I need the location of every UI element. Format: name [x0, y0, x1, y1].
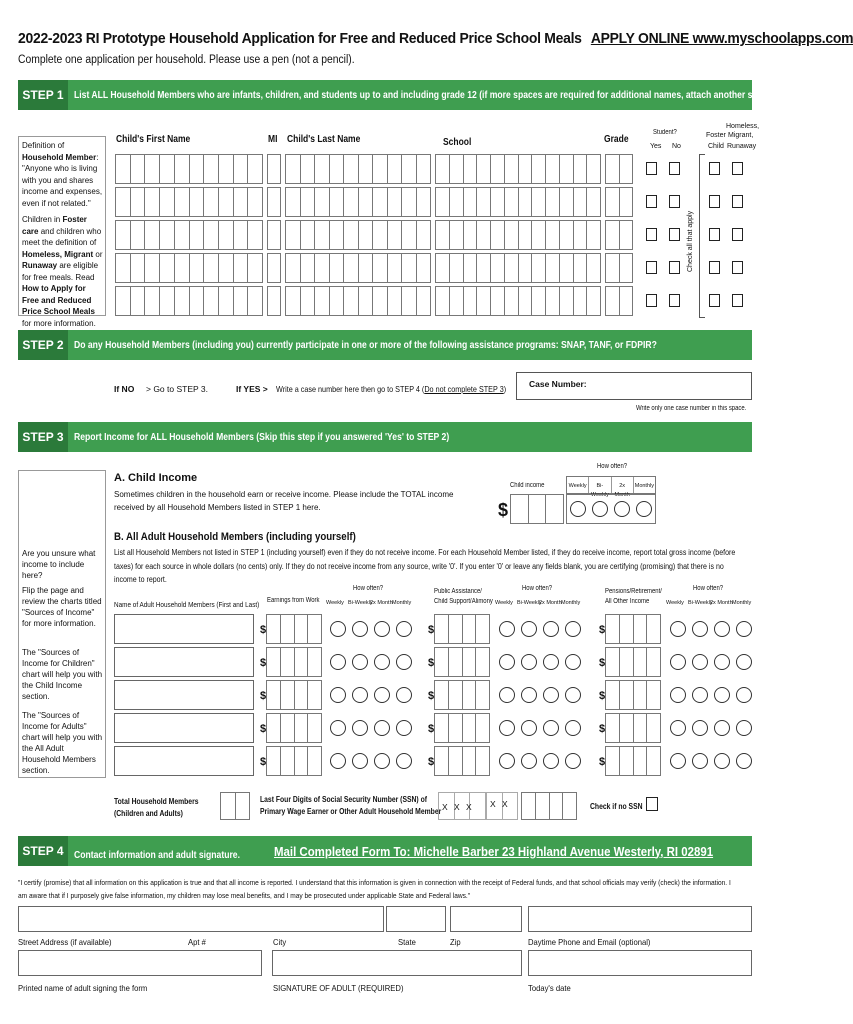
form-title	[18, 30, 853, 47]
dollar-sign: $	[599, 756, 606, 768]
household-definition-note: Definition of Household Member: "Anyone who is living with you and shares income and expenses, even if not related."	[22, 141, 103, 208]
student-yes-checkbox[interactable]	[646, 294, 657, 307]
adult-freq-label: Weekly	[326, 600, 344, 606]
pension-amount-field[interactable]	[605, 614, 661, 644]
child-how-often: How often?	[597, 463, 628, 470]
pension-freq-radio[interactable]	[670, 753, 686, 769]
public-assistance-freq-radio[interactable]	[499, 654, 515, 670]
ssn-label-2: Primary Wage Earner or Other Adult Household Member	[260, 807, 442, 816]
school-field[interactable]	[435, 187, 601, 217]
street-label: Street Address (if available)	[18, 937, 112, 947]
step2-bar	[18, 330, 752, 360]
public-assistance-freq-radio[interactable]	[543, 654, 559, 670]
foster-checkbox[interactable]	[709, 261, 720, 274]
dollar-sign: $	[599, 690, 606, 702]
student-yes-checkbox[interactable]	[646, 261, 657, 274]
pension-freq-radio[interactable]	[736, 621, 752, 637]
signature-label: SIGNATURE OF ADULT (REQUIRED)	[273, 983, 404, 993]
earnings-amount-field[interactable]	[266, 647, 322, 677]
earnings-freq-radio[interactable]	[352, 621, 368, 637]
col-adult-name: Name of Adult Household Members (First and Last)	[114, 600, 260, 609]
homeless-checkbox[interactable]	[732, 228, 743, 241]
date-field[interactable]	[528, 950, 752, 976]
adult-name-field[interactable]	[114, 614, 254, 644]
public-assistance-amount-field[interactable]	[434, 746, 490, 776]
check-all-label: Check all that apply	[687, 210, 694, 272]
side-flip: Flip the page and review the charts titled "Sources of Income" for more information.	[22, 586, 102, 628]
public-assistance-amount-field[interactable]	[434, 647, 490, 677]
adult-freq-label: Weekly	[666, 600, 684, 606]
earnings-freq-radio[interactable]	[374, 753, 390, 769]
grade-field[interactable]	[605, 220, 633, 250]
total-members-1: Total Household Members	[114, 797, 199, 806]
step1-side-frame	[18, 136, 106, 316]
col-student-no: No	[672, 143, 681, 150]
phone-label: Daytime Phone and Email (optional)	[528, 937, 651, 947]
col-first-name: Child's First Name	[116, 134, 191, 145]
public-assistance-freq-radio[interactable]	[521, 687, 537, 703]
earnings-amount-field[interactable]	[266, 614, 322, 644]
earnings-freq-radio[interactable]	[374, 621, 390, 637]
side-children: The "Sources of Income for Children" chart will help you with the Child Income section.	[22, 648, 103, 701]
col-hmr-3: Runaway	[727, 143, 757, 150]
pension-freq-radio[interactable]	[714, 720, 730, 736]
step3-bar	[18, 422, 752, 452]
pension-freq-radio[interactable]	[692, 654, 708, 670]
step2-instruction: Do any Household Members (including you) currently participate in one or more of the following assistance programs: SNAP, TANF, or FDPIR?	[74, 339, 657, 351]
adult-freq-label: 2x Month	[710, 600, 733, 606]
step1-instruction: List ALL Household Members who are infants, children, and students up to and including grade 12 (if more spaces are required for additional names, attach another sheet of paper)	[74, 89, 810, 101]
public-assistance-freq-radio[interactable]	[565, 687, 581, 703]
student-no-checkbox[interactable]	[669, 195, 680, 208]
dollar-sign: $	[599, 723, 606, 735]
mi-field[interactable]	[267, 187, 281, 217]
child-income-dollar: $	[498, 500, 509, 520]
foster-checkbox[interactable]	[709, 195, 720, 208]
public-assistance-freq-radio[interactable]	[543, 621, 559, 637]
case-number-label: Case Number:	[529, 379, 587, 389]
col-earnings: Earnings from Work	[267, 597, 320, 604]
zip-field[interactable]	[450, 906, 522, 932]
earnings-freq-radio[interactable]	[352, 753, 368, 769]
pension-freq-radio[interactable]	[714, 654, 730, 670]
child-row	[115, 187, 755, 217]
earnings-freq-radio[interactable]	[330, 687, 346, 703]
public-assistance-amount-field[interactable]	[434, 680, 490, 710]
student-no-checkbox[interactable]	[669, 294, 680, 307]
check-all-bracket	[699, 154, 705, 318]
dollar-sign: $	[260, 624, 267, 636]
col-foster-2: Child	[708, 143, 724, 150]
mail-to: Mail Completed Form To: Michelle Barber 23 Highland Avenue Westerly, RI 02891	[274, 843, 714, 859]
state-field[interactable]	[386, 906, 446, 932]
child-freq-radio[interactable]	[614, 501, 630, 517]
grade-field[interactable]	[605, 154, 633, 184]
public-assistance-freq-radio[interactable]	[521, 621, 537, 637]
adult-freq-label: Bi-Weekly	[517, 600, 542, 606]
pension-freq-radio[interactable]	[692, 687, 708, 703]
adult-freq-label: Bi-Weekly	[688, 600, 713, 606]
printed-name-field[interactable]	[18, 950, 262, 976]
first-name-field[interactable]	[115, 253, 263, 283]
child-row	[115, 253, 755, 283]
pension-freq-radio[interactable]	[736, 753, 752, 769]
earnings-freq-radio[interactable]	[396, 654, 412, 670]
side-unsure: Are you unsure what income to include here?	[22, 549, 96, 580]
grade-field[interactable]	[605, 253, 633, 283]
total-members-2: (Children and Adults)	[114, 809, 183, 818]
grade-field[interactable]	[605, 286, 633, 316]
foster-checkbox[interactable]	[709, 294, 720, 307]
pension-freq-radio[interactable]	[736, 687, 752, 703]
adult-freq-label: 2x Month	[370, 600, 393, 606]
adult-freq-label: Monthly	[561, 600, 581, 606]
school-field[interactable]	[435, 220, 601, 250]
child-income-title: A. Child Income	[114, 472, 198, 484]
col-grade: Grade	[604, 134, 629, 145]
ssn-last4-field[interactable]	[521, 792, 577, 820]
adult-freq-label: Monthly	[732, 600, 752, 606]
public-assistance-freq-radio[interactable]	[499, 720, 515, 736]
step4-bar	[18, 836, 752, 866]
earnings-freq-radio[interactable]	[330, 720, 346, 736]
pension-freq-radio[interactable]	[670, 720, 686, 736]
child-freq-2xmonth: 2x Month	[612, 477, 634, 493]
adult-name-field[interactable]	[114, 647, 254, 677]
pension-freq-radio[interactable]	[692, 720, 708, 736]
pension-freq-radio[interactable]	[692, 753, 708, 769]
col-hmr-1: Homeless,	[726, 123, 760, 130]
last-name-field[interactable]	[285, 154, 431, 184]
no-ssn-checkbox[interactable]	[646, 797, 658, 811]
foster-care-note: Children in Foster care and children who meet the definition of Homeless, Migrant or Runaway are eligible for free meals. Read How to Apply for Free and Reduced Price School Meals for more information.	[22, 215, 103, 328]
dollar-sign: $	[428, 657, 435, 669]
public-assistance-freq-radio[interactable]	[521, 720, 537, 736]
public-assistance-freq-radio[interactable]	[565, 654, 581, 670]
street-address-field[interactable]	[18, 906, 384, 932]
phone-email-field[interactable]	[528, 906, 752, 932]
pension-amount-field[interactable]	[605, 746, 661, 776]
pension-freq-radio[interactable]	[692, 621, 708, 637]
zip-label: Zip	[450, 937, 461, 947]
case-instruction: Write a case number here then go to STEP 4 (Do not complete STEP 3)	[276, 384, 507, 394]
pension-freq-radio[interactable]	[670, 687, 686, 703]
pension-amount-field[interactable]	[605, 713, 661, 743]
last-name-field[interactable]	[285, 187, 431, 217]
pension-freq-radio[interactable]	[670, 621, 686, 637]
adult-how-often: How often?	[353, 585, 384, 592]
printed-name-label: Printed name of adult signing the form	[18, 983, 148, 993]
col-public-2: Child Support/Alimony	[434, 598, 493, 605]
mi-field[interactable]	[267, 154, 281, 184]
col-last-name: Child's Last Name	[287, 134, 361, 145]
certification-text: "I certify (promise) that all information on this application is true and that all income is reported. I understand that this information is given in connection with the receipt of Federal funds, and that school officials may verify (check) the information. I am aware that if I purposely give false information, my children may lose meal benefits, and I may be prosecuted under applicable State and Federal laws."	[18, 878, 731, 900]
public-assistance-freq-radio[interactable]	[543, 720, 559, 736]
col-student: Student?	[653, 129, 677, 136]
last-name-field[interactable]	[285, 286, 431, 316]
signature-field[interactable]	[272, 950, 522, 976]
student-no-checkbox[interactable]	[669, 228, 680, 241]
earnings-freq-radio[interactable]	[374, 687, 390, 703]
adult-freq-label: Bi-Weekly	[348, 600, 373, 606]
col-pension-2: All Other Income	[605, 598, 650, 605]
side-adults: The "Sources of Income for Adults" chart will help you with the All Adult Household Members section.	[22, 711, 103, 775]
dollar-sign: $	[260, 723, 267, 735]
child-freq-header	[566, 476, 656, 498]
public-assistance-amount-field[interactable]	[434, 713, 490, 743]
col-school: School	[443, 137, 472, 148]
child-income-field[interactable]	[510, 494, 564, 524]
public-assistance-freq-radio[interactable]	[521, 654, 537, 670]
pension-freq-radio[interactable]	[670, 654, 686, 670]
earnings-freq-radio[interactable]	[374, 654, 390, 670]
child-freq-monthly: Monthly	[634, 483, 654, 489]
col-public-1: Public Assistance/	[434, 588, 482, 595]
earnings-amount-field[interactable]	[266, 746, 322, 776]
step1-bar	[18, 80, 810, 110]
dollar-sign: $	[428, 690, 435, 702]
adult-name-field[interactable]	[114, 680, 254, 710]
student-yes-checkbox[interactable]	[646, 195, 657, 208]
step1-label: STEP 1	[18, 80, 68, 110]
mi-field[interactable]	[267, 253, 281, 283]
adult-name-field[interactable]	[114, 713, 254, 743]
adult-freq-label: Monthly	[392, 600, 412, 606]
school-field[interactable]	[435, 154, 601, 184]
earnings-freq-radio[interactable]	[352, 720, 368, 736]
first-name-field[interactable]	[115, 154, 263, 184]
homeless-checkbox[interactable]	[732, 261, 743, 274]
col-pension-1: Pensions/Retirement/	[605, 588, 662, 595]
child-freq-radio[interactable]	[592, 501, 608, 517]
child-freq-biweekly: Bi-Weekly	[589, 477, 611, 493]
child-freq-options	[566, 494, 656, 524]
public-assistance-freq-radio[interactable]	[499, 621, 515, 637]
step4-instruction: Contact information and adult signature.	[74, 849, 240, 861]
go-step3-text: > Go to STEP 3.	[146, 384, 208, 394]
apply-online-link[interactable]: APPLY ONLINE www.myschoolapps.com	[590, 30, 853, 47]
homeless-checkbox[interactable]	[732, 195, 743, 208]
title-text: 2022-2023 RI Prototype Household Application for Free and Reduced Price School Meals	[18, 30, 582, 47]
date-label: Today's date	[528, 983, 571, 993]
col-student-yes: Yes	[650, 143, 662, 150]
dollar-sign: $	[599, 657, 606, 669]
child-freq-radio[interactable]	[636, 501, 652, 517]
case-number-field[interactable]	[516, 372, 752, 400]
pension-amount-field[interactable]	[605, 647, 661, 677]
total-members-field[interactable]	[220, 792, 250, 820]
pension-freq-radio[interactable]	[736, 720, 752, 736]
student-no-checkbox[interactable]	[669, 162, 680, 175]
form-subtitle: Complete one application per household. Please use a pen (not a pencil).	[18, 54, 355, 66]
adult-income-desc: List all Household Members not listed in STEP 1 (including yourself) even if they do not receive income. For each Household Member listed, if they do receive income, report total gross income (before taxes) for each source in whole dollars (no cents) only. If they do not receive income from any source, write '0'. If you enter '0' or leave any fields blank, you are certifying (promising) that there is no income to report.	[114, 548, 736, 584]
student-yes-checkbox[interactable]	[646, 228, 657, 241]
earnings-freq-radio[interactable]	[396, 753, 412, 769]
state-label: State	[398, 937, 416, 947]
public-assistance-freq-radio[interactable]	[565, 621, 581, 637]
ssn-xx: X X	[490, 799, 510, 809]
grade-field[interactable]	[605, 187, 633, 217]
ssn-label-1: Last Four Digits of Social Security Number (SSN) of	[260, 795, 427, 804]
if-yes-label: If YES >	[236, 384, 268, 394]
earnings-freq-radio[interactable]	[330, 654, 346, 670]
dollar-sign: $	[260, 657, 267, 669]
first-name-field[interactable]	[115, 187, 263, 217]
adult-how-often: How often?	[693, 585, 724, 592]
mi-field[interactable]	[267, 220, 281, 250]
step4-label: STEP 4	[18, 836, 68, 866]
child-freq-weekly: Weekly	[567, 477, 589, 493]
foster-checkbox[interactable]	[709, 162, 720, 175]
dollar-sign: $	[428, 723, 435, 735]
earnings-freq-radio[interactable]	[396, 720, 412, 736]
child-income-desc: Sometimes children in the household earn or receive income. Please include the TOTAL income received by all Household Members listed in STEP 1 here.	[114, 490, 454, 512]
apt-label: Apt #	[188, 937, 206, 947]
public-assistance-freq-radio[interactable]	[499, 687, 515, 703]
child-row	[115, 286, 755, 316]
public-assistance-freq-radio[interactable]	[543, 687, 559, 703]
homeless-checkbox[interactable]	[732, 162, 743, 175]
earnings-freq-radio[interactable]	[396, 621, 412, 637]
adult-freq-label: 2x Month	[539, 600, 562, 606]
city-label: City	[273, 937, 287, 947]
earnings-amount-field[interactable]	[266, 713, 322, 743]
foster-checkbox[interactable]	[709, 228, 720, 241]
mi-field[interactable]	[267, 286, 281, 316]
dollar-sign: $	[428, 756, 435, 768]
child-row	[115, 220, 755, 250]
earnings-freq-radio[interactable]	[352, 687, 368, 703]
public-assistance-freq-radio[interactable]	[499, 753, 515, 769]
homeless-checkbox[interactable]	[732, 294, 743, 307]
pension-amount-field[interactable]	[605, 680, 661, 710]
no-ssn-label: Check if no SSN	[590, 802, 643, 811]
school-field[interactable]	[435, 253, 601, 283]
public-assistance-freq-radio[interactable]	[565, 720, 581, 736]
child-income-label: Child income	[510, 482, 545, 489]
first-name-field[interactable]	[115, 286, 263, 316]
dollar-sign: $	[260, 690, 267, 702]
public-assistance-freq-radio[interactable]	[565, 753, 581, 769]
col-mi: MI	[268, 134, 278, 145]
ssn-xxx: X X X	[442, 802, 474, 812]
step3-instruction: Report Income for ALL Household Members (Skip this step if you answered 'Yes' to STEP 2)	[74, 431, 450, 443]
adult-how-often: How often?	[522, 585, 553, 592]
adult-income-title: B. All Adult Household Members (including yourself)	[114, 531, 356, 543]
earnings-freq-radio[interactable]	[352, 654, 368, 670]
dollar-sign: $	[260, 756, 267, 768]
child-freq-radio[interactable]	[570, 501, 586, 517]
earnings-freq-radio[interactable]	[330, 621, 346, 637]
if-no-label: If NO	[114, 384, 135, 394]
col-foster-1: Foster	[706, 132, 726, 139]
student-yes-checkbox[interactable]	[646, 162, 657, 175]
dollar-sign: $	[599, 624, 606, 636]
earnings-amount-field[interactable]	[266, 680, 322, 710]
earnings-freq-radio[interactable]	[330, 753, 346, 769]
public-assistance-freq-radio[interactable]	[521, 753, 537, 769]
adult-freq-label: Weekly	[495, 600, 513, 606]
dollar-sign: $	[428, 624, 435, 636]
last-name-field[interactable]	[285, 253, 431, 283]
col-hmr-2: Migrant,	[728, 132, 754, 139]
public-assistance-amount-field[interactable]	[434, 614, 490, 644]
adult-name-field[interactable]	[114, 746, 254, 776]
pension-freq-radio[interactable]	[714, 621, 730, 637]
one-case-note: Write only one case number in this space.	[636, 405, 747, 412]
earnings-freq-radio[interactable]	[374, 720, 390, 736]
public-assistance-freq-radio[interactable]	[543, 753, 559, 769]
first-name-field[interactable]	[115, 220, 263, 250]
child-row	[115, 154, 755, 184]
pension-freq-radio[interactable]	[714, 753, 730, 769]
earnings-freq-radio[interactable]	[396, 687, 412, 703]
pension-freq-radio[interactable]	[736, 654, 752, 670]
pension-freq-radio[interactable]	[714, 687, 730, 703]
school-field[interactable]	[435, 286, 601, 316]
student-no-checkbox[interactable]	[669, 261, 680, 274]
step3-label: STEP 3	[18, 422, 68, 452]
last-name-field[interactable]	[285, 220, 431, 250]
step2-label: STEP 2	[18, 330, 68, 360]
